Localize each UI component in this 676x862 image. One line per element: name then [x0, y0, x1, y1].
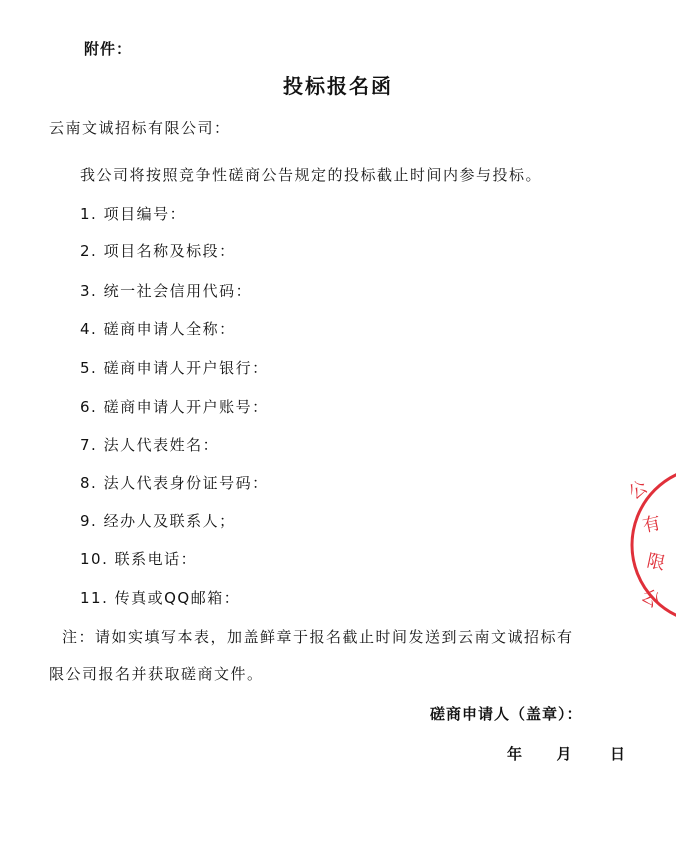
- field-item-project-name: 2. 项目名称及标段：: [80, 242, 236, 260]
- date-day: 日: [609, 745, 625, 763]
- field-item-id-number: 8. 法人代表身份证号码：: [80, 474, 269, 492]
- svg-text:公: 公: [624, 476, 652, 505]
- document-title: 投标报名函: [283, 74, 393, 98]
- date-month: 月: [556, 745, 572, 763]
- field-item-bank: 5. 磋商申请人开户银行：: [80, 359, 269, 377]
- note-line-2: 限公司报名并获取磋商文件。: [49, 665, 264, 683]
- field-item-account: 6. 磋商申请人开户账号：: [80, 398, 269, 416]
- field-item-applicant-name: 4. 磋商申请人全称：: [80, 320, 236, 338]
- field-item-contact: 9. 经办人及联系人；: [80, 512, 236, 530]
- svg-text:限: 限: [644, 550, 667, 575]
- field-item-fax-email: 11. 传真或QQ邮箱：: [80, 589, 241, 607]
- date-line: [507, 743, 625, 764]
- field-item-project-number: 1. 项目编号：: [80, 205, 187, 223]
- field-item-credit-code: 3. 统一社会信用代码：: [80, 282, 253, 300]
- company-seal-stamp: [600, 470, 676, 620]
- field-item-phone: 10. 联系电话：: [80, 550, 198, 568]
- field-item-legal-rep: 7. 法人代表姓名：: [80, 436, 220, 454]
- note-line-1: 注：请如实填写本表，加盖鲜章于报名截止时间发送到云南文诚招标有: [62, 628, 574, 646]
- attachment-label: 附件：: [84, 40, 133, 58]
- applicant-seal-label: 磋商申请人（盖章）：: [430, 705, 583, 723]
- date-year: 年: [507, 745, 523, 763]
- svg-text:公: 公: [637, 584, 664, 613]
- addressee: 云南文诚招标有限公司：: [49, 119, 231, 137]
- intro-paragraph: 我公司将按照竞争性磋商公告规定的投标截止时间内参与投标。: [80, 166, 543, 184]
- svg-text:有: 有: [640, 512, 663, 537]
